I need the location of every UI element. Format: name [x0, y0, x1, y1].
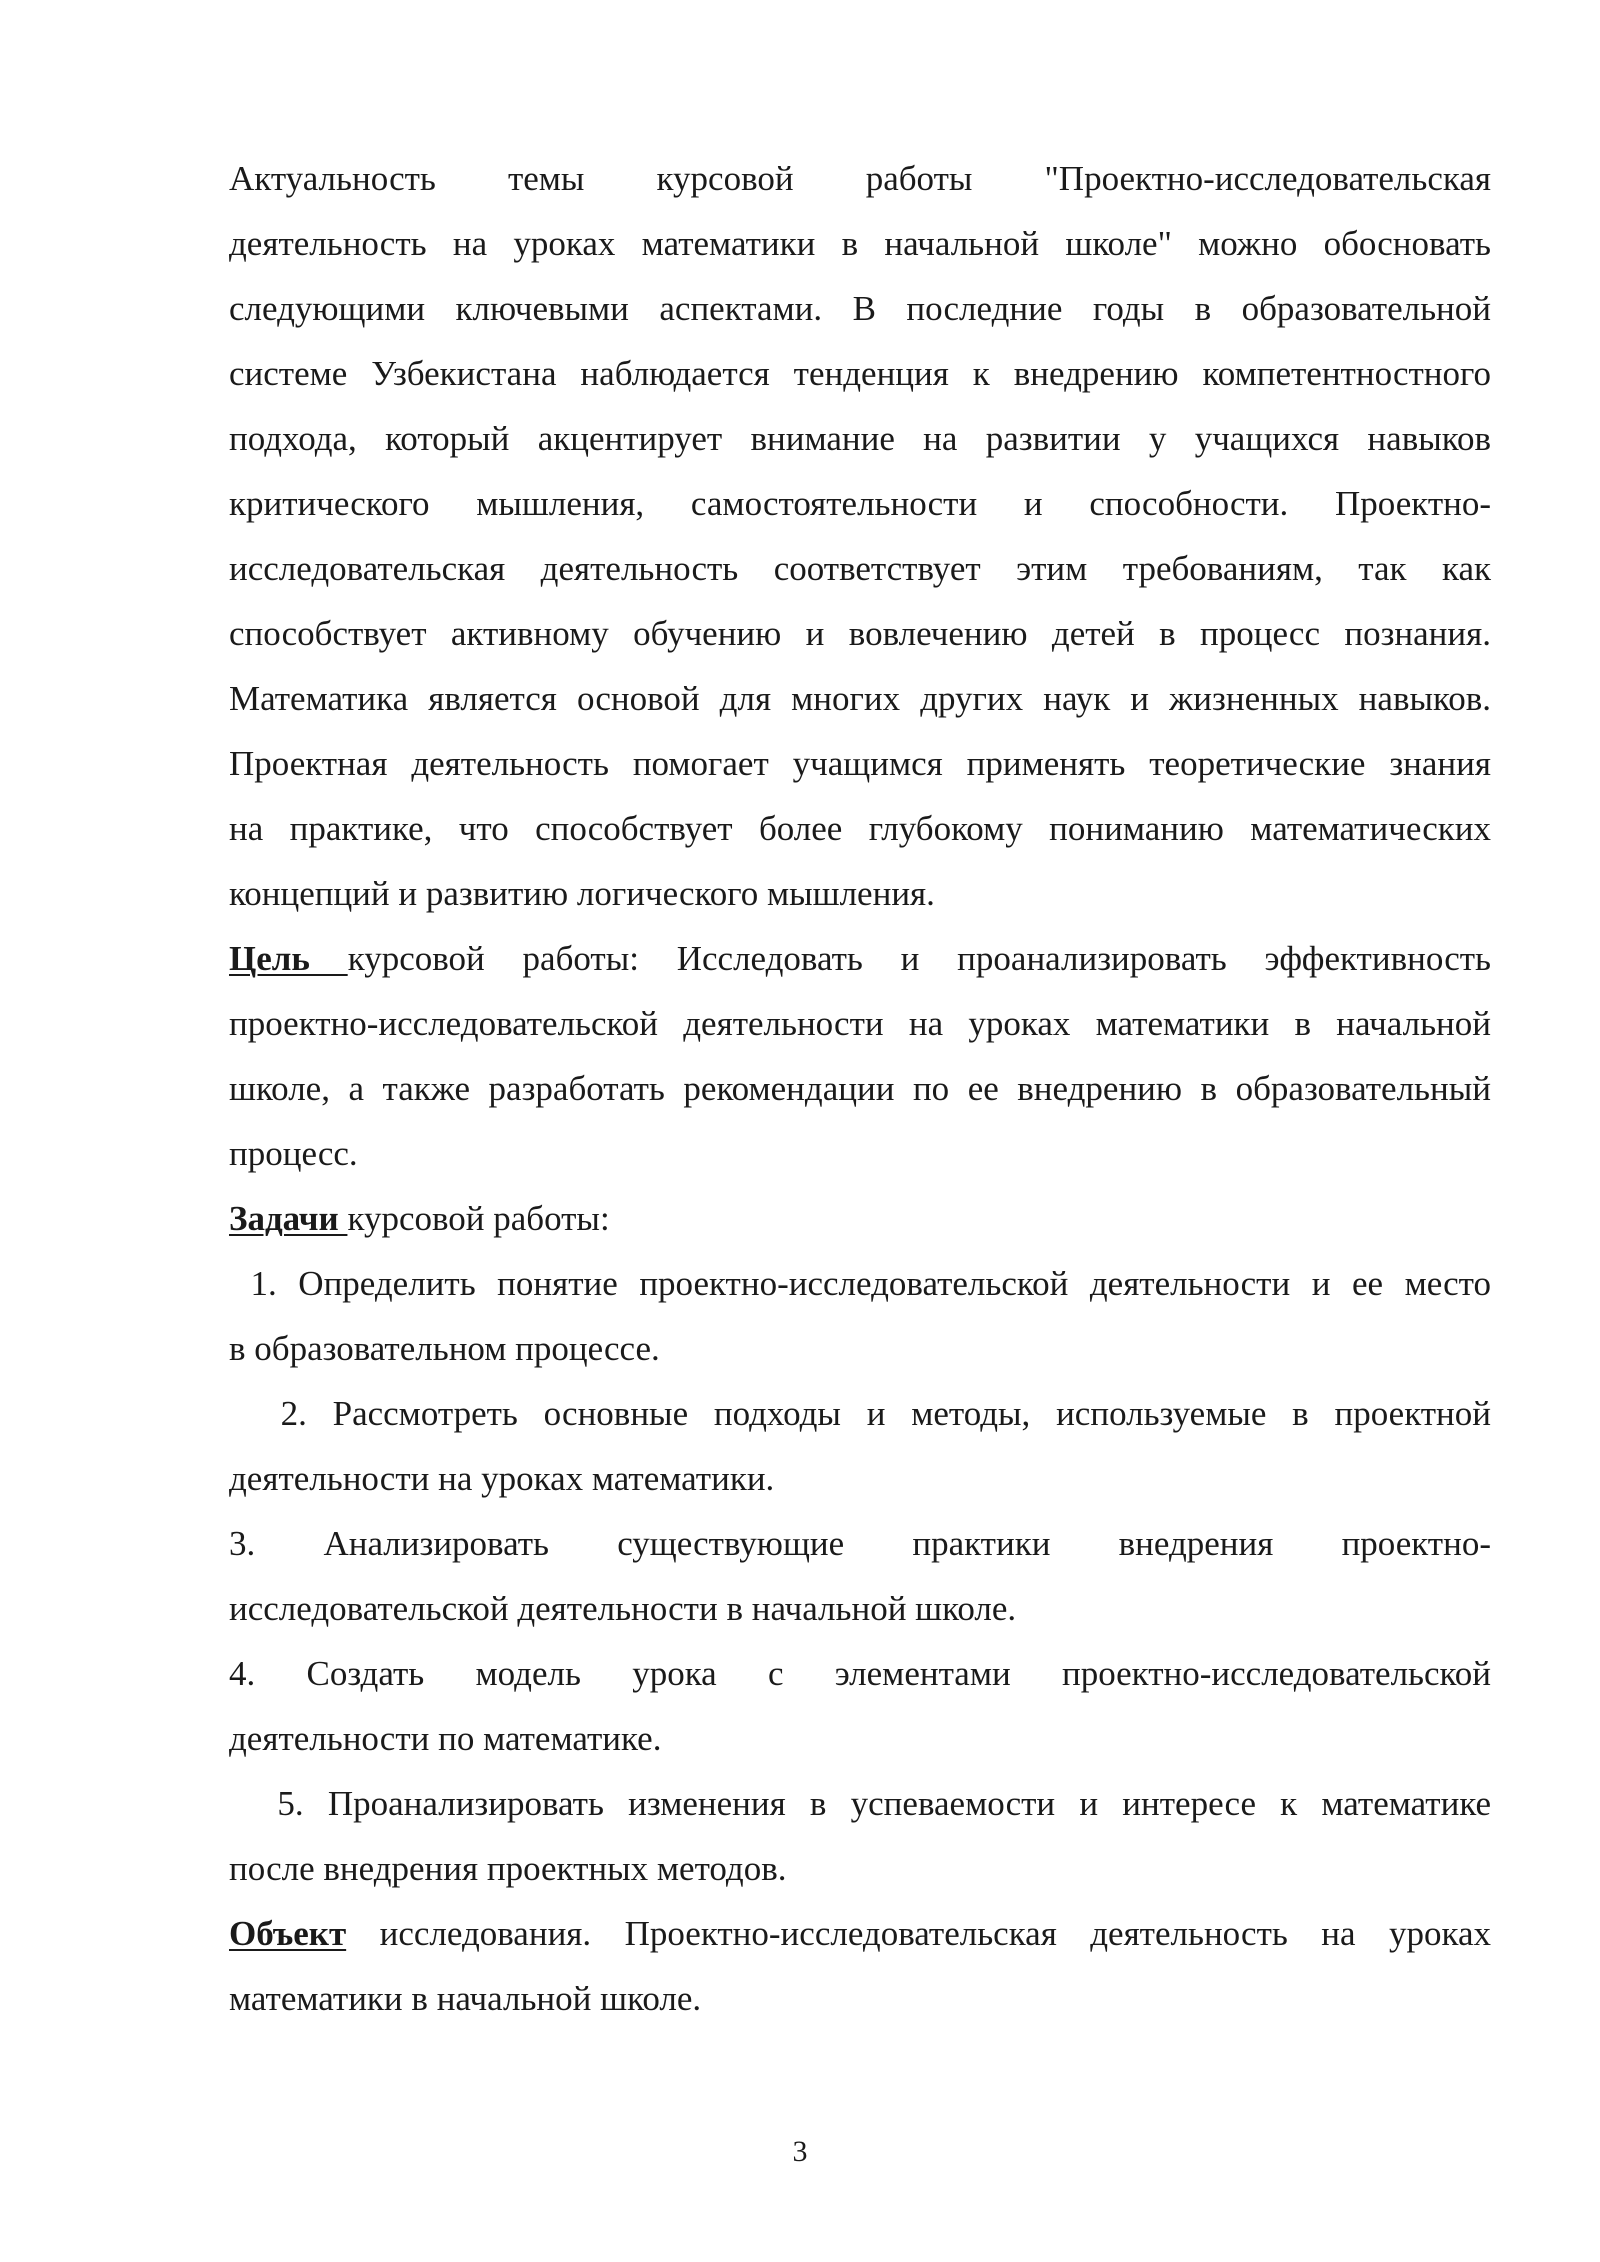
text-line: деятельность на уроках математики в начальной школе" можно обосновать [229, 224, 1491, 263]
text-line: подхода, который акцентирует внимание на развитии у учащихся навыков [229, 419, 1491, 458]
task-item [229, 1511, 1491, 1641]
text-line: системе Узбекистана наблюдается тенденция к внедрению компетентностного [229, 354, 1491, 393]
text-line: Математика является основой для многих других наук и жизненных навыков. [229, 679, 1491, 718]
task-line: исследовательской деятельности в начальной школе. [229, 1589, 1017, 1628]
document-page [229, 146, 1491, 2031]
text-line: школе, а также разработать рекомендации по ее внедрению в образовательный [229, 1069, 1491, 1108]
text-line: концепций и развитию логического мышления. [229, 874, 935, 913]
intro-paragraph [229, 146, 1491, 926]
task-item [229, 1251, 1491, 1381]
task-line: после внедрения проектных методов. [229, 1849, 787, 1888]
task-line: 4. Создать модель урока с элементами проектно-исследовательской [229, 1654, 1491, 1693]
text-line: математики в начальной школе. [229, 1979, 702, 2018]
text-line: Актуальность темы курсовой работы "Проектно-исследовательская [229, 159, 1491, 198]
tasks-heading-text: курсовой работы: [347, 1199, 610, 1238]
goal-first-line [229, 926, 1491, 991]
task-line: 5. Проанализировать изменения в успеваемости и интересе к математике [229, 1784, 1491, 1823]
task-line: деятельности на уроках математики. [229, 1459, 775, 1498]
task-line: 3. Анализировать существующие практики внедрения проектно- [229, 1524, 1491, 1563]
text-line: следующими ключевыми аспектами. В последние годы в образовательной [229, 289, 1491, 328]
page-number: 3 [792, 2135, 808, 2168]
text-line: на практике, что способствует более глубокому пониманию математических [229, 809, 1491, 848]
task-line: 2. Рассмотреть основные подходы и методы, используемые в проектной [229, 1394, 1491, 1433]
task-line: 1. Определить понятие проектно-исследовательской деятельности и ее место [229, 1264, 1491, 1303]
tasks-heading [229, 1186, 1491, 1251]
goal-paragraph [229, 926, 1491, 1186]
text-line: исследовательская деятельность соответствует этим требованиям, так как [229, 549, 1491, 588]
text-line: процесс. [229, 1134, 358, 1173]
text-line: Проектная деятельность помогает учащимся применять теоретические знания [229, 744, 1491, 783]
task-item [229, 1641, 1491, 1771]
object-label: Объект [229, 1914, 347, 1953]
text-line: проектно-исследовательской деятельности на уроках математики в начальной [229, 1004, 1491, 1043]
goal-first-line-text: курсовой работы: Исследовать и проанализировать эффективность [347, 939, 1491, 978]
object-paragraph [229, 1901, 1491, 2031]
text-line: критического мышления, самостоятельности и способности. Проектно- [229, 484, 1491, 523]
task-line: деятельности по математике. [229, 1719, 662, 1758]
tasks-label: Задачи [229, 1199, 348, 1238]
task-item [229, 1771, 1491, 1901]
goal-label: Цель [229, 939, 348, 978]
object-first-line [229, 1901, 1491, 1966]
object-first-line-text: исследования. Проектно-исследовательская деятельность на уроках [346, 1914, 1491, 1953]
tasks-section [229, 1186, 1491, 1901]
task-line: в образовательном процессе. [229, 1329, 660, 1368]
text-line: способствует активному обучению и вовлечению детей в процесс познания. [229, 614, 1491, 653]
task-item [229, 1381, 1491, 1511]
